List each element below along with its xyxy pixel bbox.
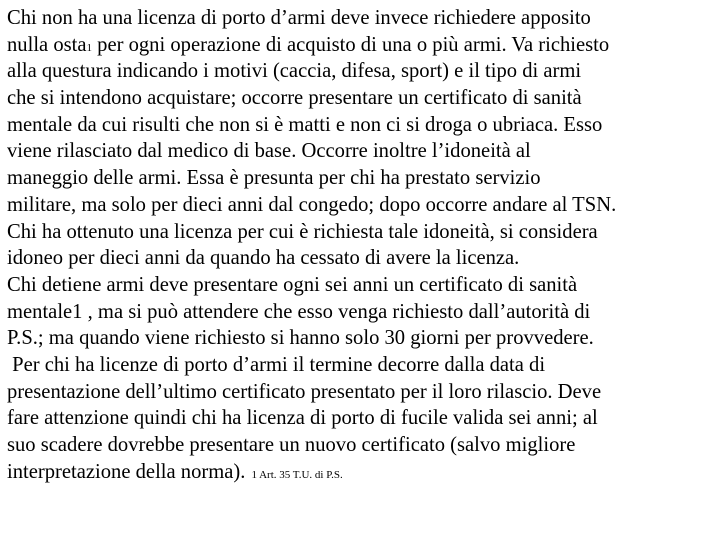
text-line-7: maneggio delle armi. Essa è presunta per chi ha prestato servizio <box>7 167 541 190</box>
text-line-12: mentale1 , ma si può attendere che esso venga richiesto dall’autorità di <box>7 300 591 323</box>
text-line-8: militare, ma solo per dieci anni dal congedo; dopo occorre andare al TSN. <box>7 193 617 216</box>
footnote-text: 1 Art. 35 T.U. di P.S. <box>251 468 343 481</box>
text-line-10: idoneo per dieci anni da quando ha cessato di avere la licenza. <box>7 247 520 270</box>
text-line-18-text: interpretazione della norma). <box>7 460 246 483</box>
text-line-17: suo scadere dovrebbe presentare un nuovo certificato (salvo migliore <box>7 434 576 456</box>
text-line-5: mentale da cui risulti che non si è matti e non ci si droga o ubriaca. Esso <box>7 113 603 136</box>
text-line-18 <box>7 459 717 486</box>
text-line-16: fare attenzione quindi chi ha licenza di porto di fucile valida sei anni; al <box>7 407 598 430</box>
text-line-14: Per chi ha licenze di porto d’armi il termine decorre dalla data di <box>7 353 546 376</box>
document-body <box>7 5 717 485</box>
text-line-13: P.S.; ma quando viene richiesto si hanno solo 30 giorni per provvedere. <box>7 327 594 350</box>
text-line-3: alla questura indicando i motivi (caccia, difesa, sport) e il tipo di armi <box>7 60 582 83</box>
text-line-15: presentazione dell’ultimo certificato presentato per il loro rilascio. Deve <box>7 380 602 403</box>
text-line-11: Chi detiene armi deve presentare ogni sei anni un certificato di sanità <box>7 273 578 296</box>
footnote-marker: 1 <box>86 41 92 54</box>
text-line-9: Chi ha ottenuto una licenza per cui è richiesta tale idoneità, si considera <box>7 220 598 243</box>
text-line-2-start: nulla osta <box>7 33 87 56</box>
text-line-2 <box>7 32 717 59</box>
text-line-2-end: per ogni operazione di acquisto di una o più armi. Va richiesto <box>92 33 610 56</box>
text-line-4: che si intendono acquistare; occorre presentare un certificato di sanità <box>7 87 582 110</box>
text-line-1: Chi non ha una licenza di porto d’armi deve invece richiedere apposito <box>7 7 591 29</box>
text-line-6: viene rilasciato dal medico di base. Occorre inoltre l’idoneità al <box>7 140 531 163</box>
